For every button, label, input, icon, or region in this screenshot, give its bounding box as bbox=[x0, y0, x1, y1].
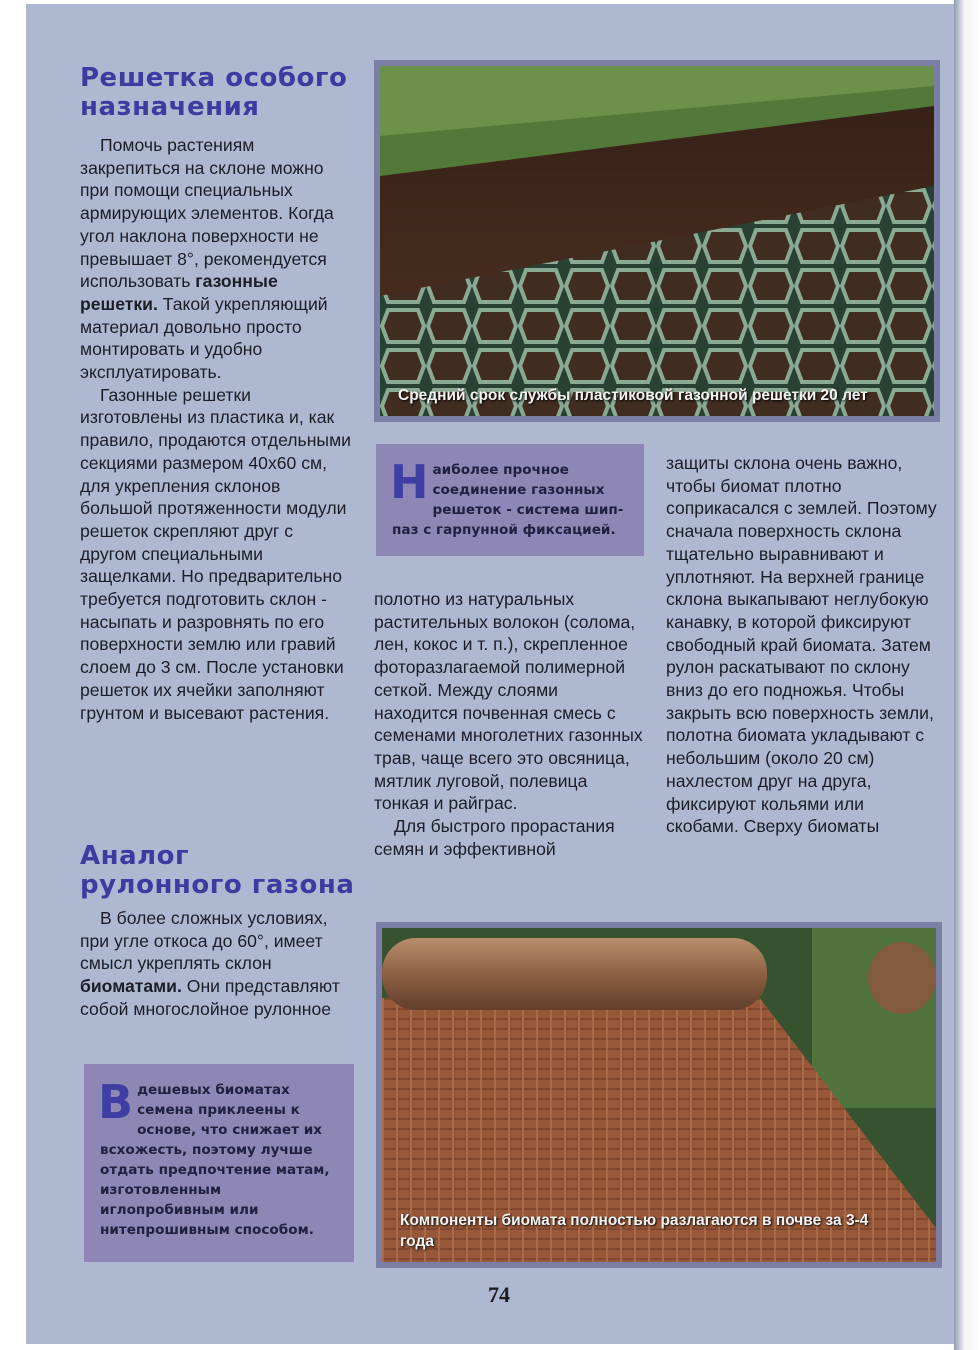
callout-text: дешевых биоматах семена приклеены к основе, что снижает их всхожесть, поэтому лучше отдать предпочтение матам, изготовленным иглопробивным или нитепрошивным способом. bbox=[100, 1082, 330, 1238]
drop-cap: Н bbox=[390, 455, 429, 509]
text-run: В более сложных условиях, при угле откоса до 60°, имеет смысл укреплять склон bbox=[80, 908, 328, 974]
callout-tip-biomat bbox=[84, 1064, 354, 1262]
heading-line: Аналог bbox=[80, 841, 190, 871]
photo-image bbox=[380, 66, 934, 416]
bold-term: биоматами. bbox=[80, 976, 182, 997]
scan-edge bbox=[954, 0, 980, 1350]
heading-line: назначения bbox=[80, 92, 260, 122]
paragraph: защиты склона очень важно, чтобы биомат плотно соприкасался с землей. Поэтому сначала поверхность склона тщательно выравнивают и уплотняют. На верхней границе склона выкапывают неглубокую канавку, в которой фиксируют свободный край биомата. Затем рулон раскатывают по склону вниз до его подножья. Чтобы закрыть всю поверхность земли, полотна биомата укладывают с небольшим (около 20 см) нахлестом друг на друга, фиксируют кольями или скобами. Сверху биоматы bbox=[666, 453, 937, 837]
photo-image bbox=[382, 928, 936, 1262]
lawn-grid-illustration bbox=[380, 66, 934, 416]
photo-caption: Компоненты биомата полностью разлагаются в почве за 3-4 года bbox=[400, 1212, 869, 1250]
middle-column-text bbox=[374, 588, 646, 860]
callout-tip-grid bbox=[376, 444, 644, 556]
paragraph bbox=[80, 907, 354, 1021]
text-run: Помочь растениям закрепиться на склоне можно при помощи специальных армирующих элементов. Когда угол наклона поверхности не превышает 8°, рекомендуется использовать bbox=[80, 135, 334, 292]
paragraph: Газонные решетки изготовлены из пластика и, как правило, продаются отдельными секциями размером 40х60 см, для укрепления склонов большой протяженности модули решеток скрепляют друг с другом специальными защелками. Но предварительно требуется подготовить склон - насыпать и разровнять по его поверхности землю или гравий слоем до 3 см. После установки решеток их ячейки заполняют грунтом и высевают растения. bbox=[80, 384, 351, 723]
section-heading-lawn-grid bbox=[80, 64, 360, 122]
photo-biomat bbox=[376, 922, 942, 1268]
paragraph bbox=[80, 134, 354, 384]
drop-cap: В bbox=[98, 1075, 134, 1129]
photo-caption: Средний срок службы пластиковой газонной решетки 20 лет bbox=[398, 387, 868, 404]
left-column-text-2 bbox=[80, 907, 354, 1021]
text-run: Такой укрепляющий материал довольно просто монтировать и удобно эксплуатировать. bbox=[80, 293, 328, 383]
page-number: 74 bbox=[488, 1282, 510, 1307]
heading-line: рулонного газона bbox=[80, 870, 355, 900]
bold-term: газонные решетки. bbox=[80, 271, 278, 314]
section-heading-biomat bbox=[80, 842, 370, 900]
heading-line: Решетка особого bbox=[80, 63, 348, 93]
photo-lawn-grid bbox=[374, 60, 940, 422]
paragraph: полотно из натуральных растительных волокон (солома, лен, кокос и т. п.), скрепленное фоторазлагаемой полимерной сеткой. Между слоями находится почвенная смесь с семенами многолетних газонных трав, чаще всего это овсяница, мятлик луговой, полевица тонкая и райграс. bbox=[374, 589, 643, 814]
left-column-text bbox=[80, 134, 354, 724]
text-run: Они представляют собой многослойное рулонное bbox=[80, 976, 340, 1019]
paragraph: Для быстрого прорастания семян и эффективной bbox=[374, 816, 615, 859]
right-column-text bbox=[666, 452, 940, 838]
callout-text: аиболее прочное соединение газонных решеток - система шип-паз с гарпунной фиксацией. bbox=[392, 462, 624, 538]
